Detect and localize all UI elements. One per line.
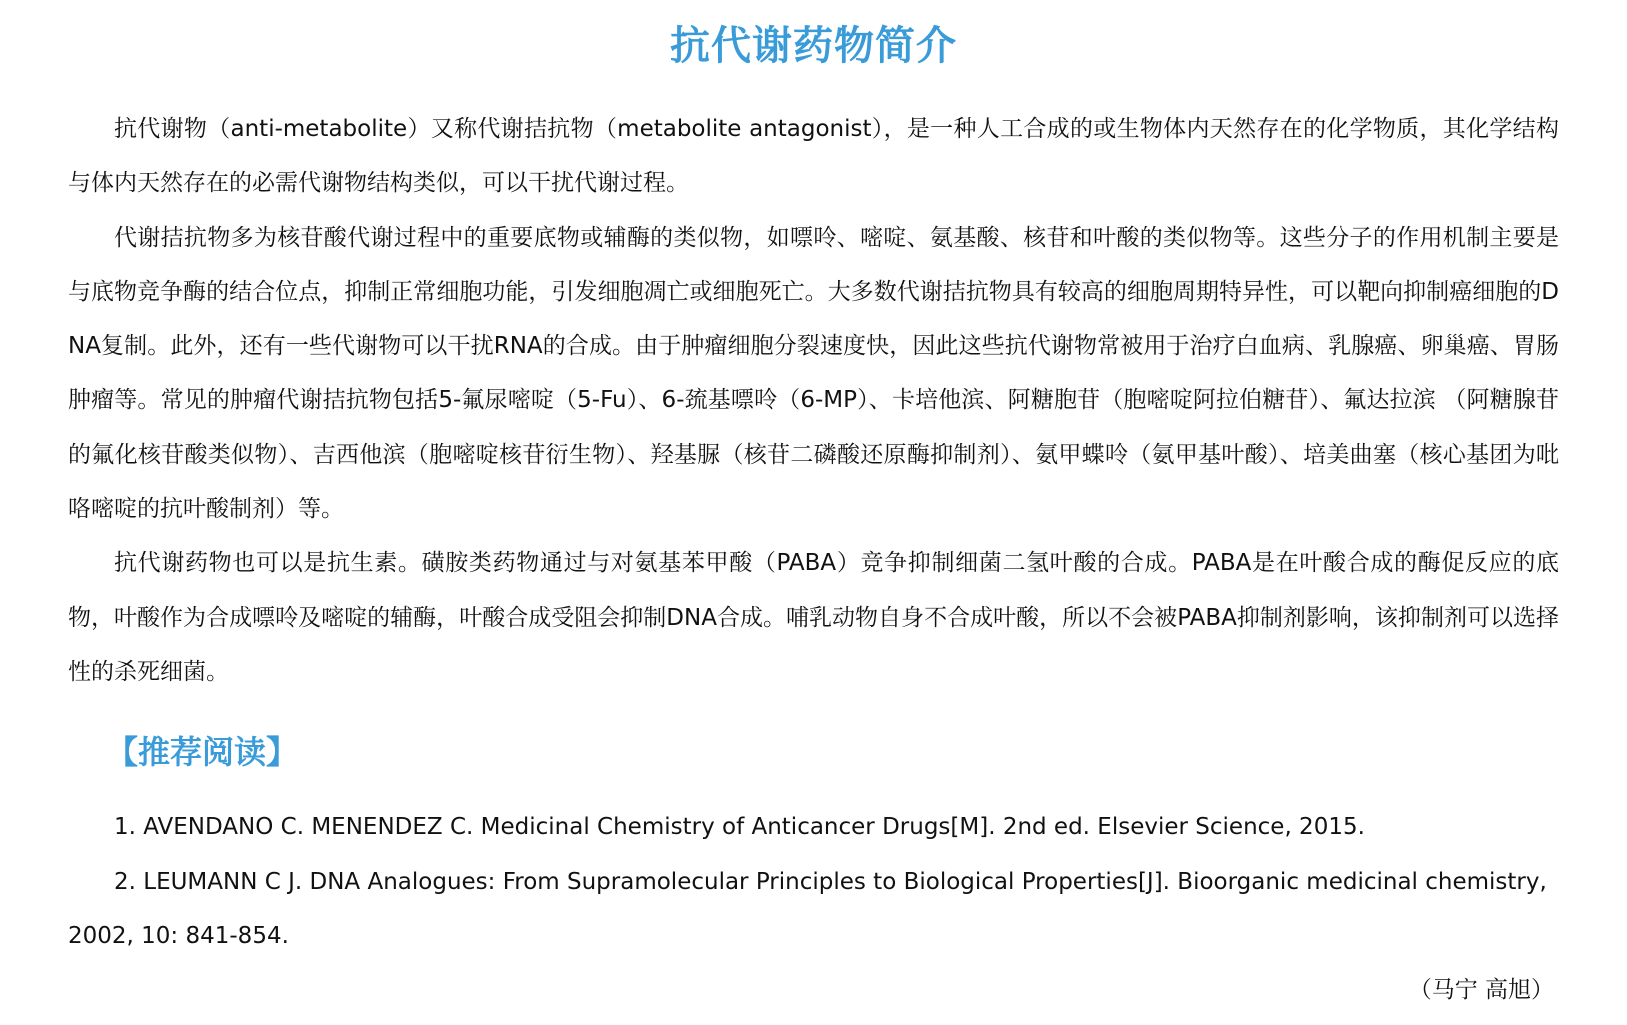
paragraph-definition: 抗代谢物（anti-metabolite）又称代谢拮抗物（metabolite antagonist），是一种人工合成的或生物体内天然存在的化学物质，其化学结构与体内天然存在的必需代谢物结构类似，可以干扰代谢过程。 [68, 116, 1559, 197]
article-body [68, 80, 1559, 699]
author-credit: （马宁 高旭） [1408, 977, 1554, 1004]
recommended-reading-heading: 【推荐阅读】 [106, 733, 299, 772]
page-title: 抗代谢药物简介 [670, 23, 957, 69]
paragraph-antibiotics: 抗代谢药物也可以是抗生素。磺胺类药物通过与对氨基苯甲酸（PABA）竞争抑制细菌二氢叶酸的合成。PABA是在叶酸合成的酶促反应的底物，叶酸作为合成嘌呤及嘧啶的辅酶，叶酸合成受阻会抑制DNA合成。哺乳动物自身不合成叶酸，所以不会被PABA抑制剂影响，该抑制剂可以选择性的杀死细菌。 [68, 550, 1559, 685]
reference-item: 2. LEUMANN C J. DNA Analogues: From Supramolecular Principles to Biological Properties[J]. Bioorganic medicinal chemistry, 2002, 10: 841-854. [68, 868, 1547, 949]
reference-list [68, 800, 1559, 963]
reference-item: 1. AVENDANO C. MENENDEZ C. Medicinal Chemistry of Anticancer Drugs[M]. 2nd ed. Elsevier Science, 2015. [114, 814, 1365, 841]
paragraph-mechanism: 代谢拮抗物多为核苷酸代谢过程中的重要底物或辅酶的类似物，如嘌呤、嘧啶、氨基酸、核苷和叶酸的类似物等。这些分子的作用机制主要是与底物竞争酶的结合位点，抑制正常细胞功能，引发细胞凋亡或细胞死亡。大多数代谢拮抗物具有较高的细胞周期特异性，可以靶向抑制癌细胞的DNA复制。此外，还有一些代谢物可以干扰RNA的合成。由于肿瘤细胞分裂速度快，因此这些抗代谢物常被用于治疗白血病、乳腺癌、卵巢癌、胃肠肿瘤等。常见的肿瘤代谢拮抗物包括5-氟尿嘧啶（5-Fu）、6-巯基嘌呤（6-MP）、卡培他滨、阿糖胞苷（胞嘧啶阿拉伯糖苷）、氟达拉滨 （阿糖腺苷的氟化核苷酸类似物）、吉西他滨（胞嘧啶核苷衍生物）、羟基脲（核苷二磷酸还原酶抑制剂）、氨甲蝶呤（氨甲基叶酸）、培美曲塞（核心基团为吡咯嘧啶的抗叶酸制剂）等。 [68, 224, 1559, 523]
